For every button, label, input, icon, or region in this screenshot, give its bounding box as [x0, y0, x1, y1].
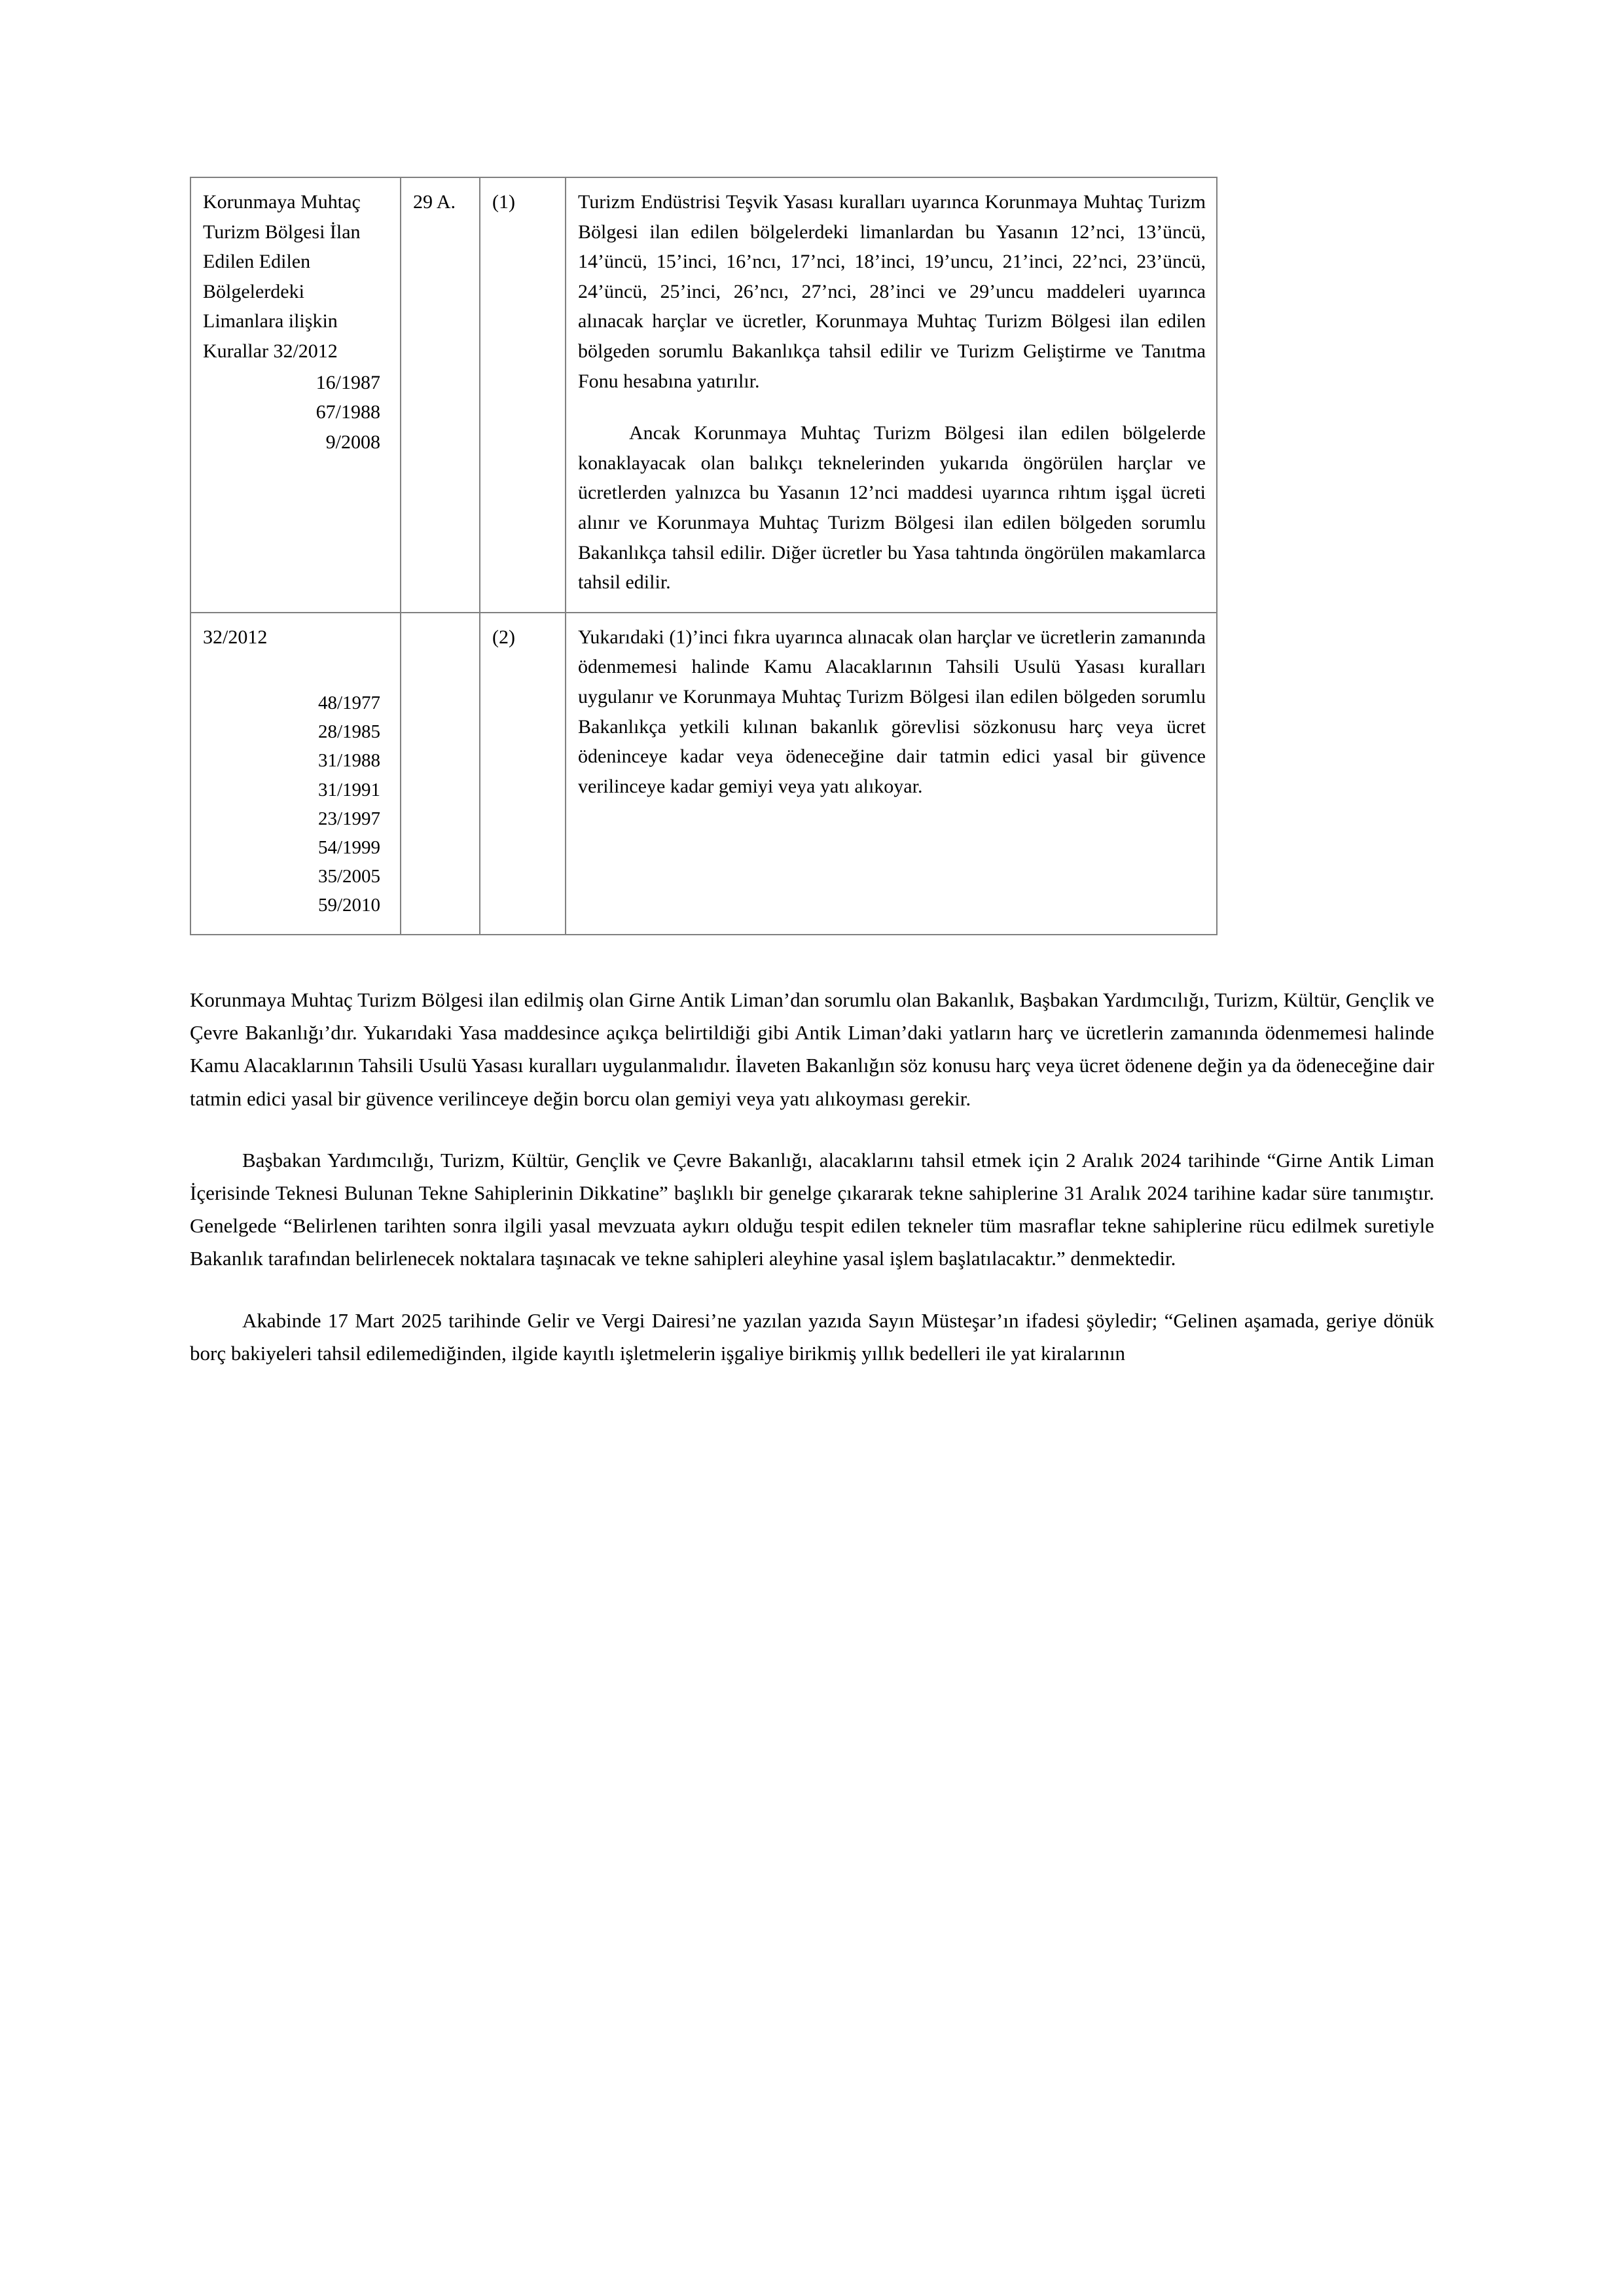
- body-paragraph: Başbakan Yardımcılığı, Turizm, Kültür, Gençlik ve Çevre Bakanlığı, alacaklarını tahsil etmek için 2 Aralık 2024 tarihinde “Girne Antik Liman İçerisinde Teknesi Bulunan Tekne Sahiplerinin Dikkatine” başlıklı bir genelge çıkararak tekne sahiplerine 31 Aralık 2024 tarihine kadar süre tanımıştır. Genelgede “Belirlenen tarihten sonra ilgili yasal mevzuata aykırı olduğu tespit edilen tekneler tüm masraflar tekne sahiplerine rücu edilmek suretiyle Bakanlık tarafından belirlenecek noktalara taşınacak ve tekne sahipleri aleyhine yasal işlem başlatılacaktır.” denmektedir.: [190, 1148, 1434, 1270]
- law-article-table: [190, 177, 1218, 935]
- margin-reference-list: [203, 689, 389, 920]
- margin-reference: 31/1988: [317, 750, 380, 772]
- clause-paragraph: Ancak Korunmaya Muhtaç Turizm Bölgesi ilan edilen bölgelerde konaklayacak olan balıkçı teknelerinden yukarıda öngörülen harçlar ve ücretlerden yalnızca bu Yasanın 12’nci maddesi uyarınca rıhtım işgal ücreti alınır ve Korunmaya Muhtaç Turizm Bölgesi ilan edilen bölgeden sorumlu Bakanlıkça tahsil edilir. Diğer ücretler bu Yasa tahtında öngörülen makamlarca tahsil edilir.: [578, 422, 1206, 594]
- clause-text-cell: [566, 177, 1217, 613]
- margin-reference: 16/1987: [316, 371, 380, 393]
- margin-reference: 59/2010: [317, 894, 380, 916]
- body-prose: [190, 984, 1434, 1370]
- margin-reference: 28/1985: [317, 721, 380, 743]
- table-row: [190, 613, 1217, 935]
- margin-note-title: 32/2012: [203, 626, 268, 648]
- clause-paragraph: Turizm Endüstrisi Teşvik Yasası kuralları uyarınca Korunmaya Muhtaç Turizm Bölgesi ilan edilen bölgelerdeki limanlardan bu Yasanın 12’nci, 13’üncü, 14’üncü, 15’inci, 16’ncı, 17’nci, 18’inci, 19’uncu, 21’inci, 22’nci, 23’üncü, 24’üncü, 25’inci, 26’ncı, 27’nci, 28’inci ve 29’uncu maddeleri uyarınca alınacak harçlar ve ücretler, Korunmaya Muhtaç Turizm Bölgesi ilan edilen bölgeden sorumlu Bakanlıkça tahsil edilir ve Turizm Geliştirme ve Tanıtma Fonu hesabına yatırılır.: [578, 191, 1206, 392]
- margin-reference: 31/1991: [317, 779, 380, 800]
- margin-reference: 35/2005: [317, 865, 380, 887]
- clause-paragraph: Yukarıdaki (1)’inci fıkra uyarınca alınacak olan harçlar ve ücretlerin zamanında ödenmemesi halinde Kamu Alacaklarının Tahsili Usulü Yasası kuralları uygulanır ve Korunmaya Muhtaç Turizm Bölgesi ilan edilen bölgeden sorumlu Bakanlıkça yetkili kılınan bakanlık görevlisi sözkonusu harç veya ücret ödeninceye kadar veya ödeneceğine dair tatmin edici yasal bir güvence verilinceye kadar gemiyi veya yatı alıkoyar.: [578, 626, 1206, 797]
- margin-reference: 67/1988: [316, 401, 380, 423]
- margin-note-cell: [190, 613, 401, 935]
- margin-note-cell: [190, 177, 401, 613]
- margin-reference-list: [203, 368, 389, 457]
- margin-reference: 23/1997: [317, 808, 380, 829]
- body-paragraph: Korunmaya Muhtaç Turizm Bölgesi ilan edilmiş olan Girne Antik Liman’dan sorumlu olan Bakanlık, Başbakan Yardımcılığı, Turizm, Kültür, Gençlik ve Çevre Bakanlığı’dır. Yukarıdaki Yasa maddesince açıkça belirtildiği gibi Antik Liman’daki yatların harç ve ücretlerin zamanında ödenmemesi halinde Kamu Alacaklarının Tahsili Usulü Yasası kuralları uygulanmalıdır. İlaveten Bakanlığın söz konusu harç veya ücret ödenene değin ya da ödeneceğine dair tatmin edici yasal bir güvence verilinceye değin borcu olan gemiyi veya yatı alıkoyması gerekir.: [190, 988, 1434, 1110]
- margin-reference: 54/1999: [317, 836, 380, 858]
- article-number-cell: 29 A.: [401, 177, 480, 613]
- margin-note-title: Korunmaya Muhtaç Turizm Bölgesi İlan Edilen Edilen Bölgelerdeki Limanlara ilişkin Kurallar 32/2012: [203, 191, 361, 362]
- clause-text-cell: [566, 613, 1217, 935]
- table-row: [190, 177, 1217, 613]
- margin-reference: 9/2008: [325, 431, 380, 453]
- body-paragraph: Akabinde 17 Mart 2025 tarihinde Gelir ve Vergi Dairesi’ne yazılan yazıda Sayın Müsteşar’ın ifadesi şöyledir; “Gelinen aşamada, geriye dönük borç bakiyeleri tahsil edilemediğinden, ilgide kayıtlı işletmelerin işgaliye birikmiş yıllık bedelleri ile yat kiralarının: [190, 1308, 1434, 1365]
- article-number-cell: [401, 613, 480, 935]
- margin-reference: 48/1977: [317, 692, 380, 714]
- clause-number-cell: (2): [480, 613, 566, 935]
- clause-number-cell: (1): [480, 177, 566, 613]
